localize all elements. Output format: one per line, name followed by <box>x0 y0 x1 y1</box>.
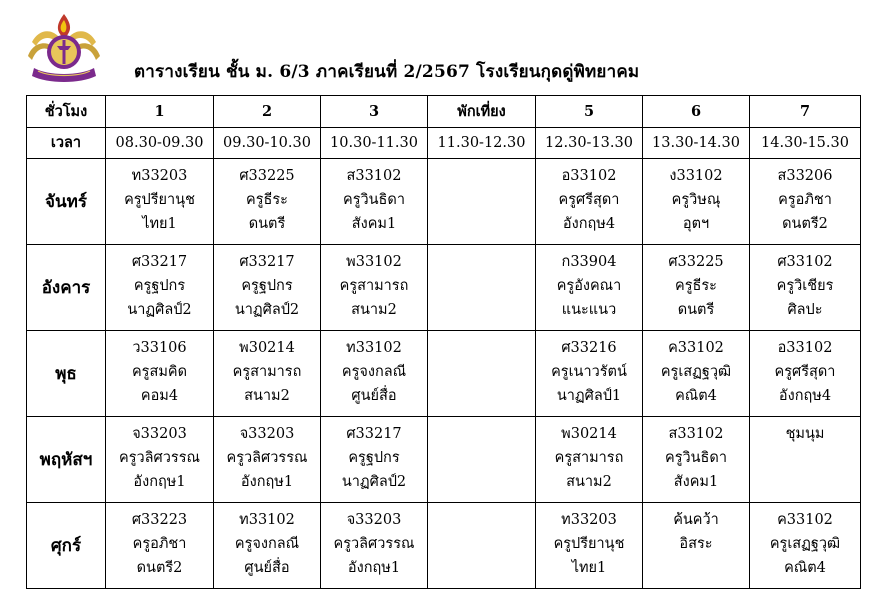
class-cell-line: อ33102 <box>561 168 617 184</box>
class-cell-line: ครูสามารถ <box>554 450 624 466</box>
class-cell <box>106 331 214 417</box>
class-cell-line: ครูอภิชา <box>132 536 187 552</box>
class-cell-line: ครูสามารถ <box>339 278 409 294</box>
class-cell-line: ครูวิษณุ <box>671 192 721 208</box>
class-cell-line: ท33102 <box>239 512 295 528</box>
class-cell <box>428 245 536 331</box>
class-cell-line: นาฏศิลป์2 <box>341 474 407 490</box>
class-cell-line: จ33203 <box>346 512 402 528</box>
class-cell <box>214 159 321 245</box>
class-cell-line: ศ33217 <box>239 254 295 270</box>
class-cell-line: สนาม2 <box>351 302 397 318</box>
class-cell <box>643 331 750 417</box>
class-cell <box>106 245 214 331</box>
class-cell-line: ศูนย์สื่อ <box>244 560 290 576</box>
class-cell-line: ง33102 <box>669 168 723 184</box>
class-cell-line: อิสระ <box>679 536 713 552</box>
class-cell-line: อังกฤษ1 <box>347 560 401 576</box>
class-cell <box>536 331 643 417</box>
class-cell-line: ครูฐปกร <box>133 278 186 294</box>
class-cell-line: จ33203 <box>132 426 187 442</box>
day-name-cell: อังคาร <box>27 245 106 331</box>
class-cell <box>321 417 428 503</box>
period-header-cell: 2 <box>214 96 321 128</box>
class-cell-line: ครูอังคณา <box>556 278 622 294</box>
class-cell-line: ชุมนุม <box>785 426 825 442</box>
class-cell-line: ส33102 <box>668 426 724 442</box>
class-cell-line: ครูวลิศวรรณ <box>119 450 200 466</box>
class-cell-line: ศูนย์สื่อ <box>351 388 397 404</box>
class-cell-line: จ33203 <box>239 426 295 442</box>
period-header-cell: พักเที่ยง <box>428 96 536 128</box>
day-row <box>27 331 861 417</box>
class-cell <box>214 503 321 589</box>
class-cell-line: ครูธีระ <box>675 278 717 294</box>
class-cell-line: ค33102 <box>777 512 833 528</box>
class-cell-line: พ30214 <box>561 426 617 442</box>
class-cell-line: ศ33225 <box>239 168 295 184</box>
class-cell-line: พ33102 <box>346 254 402 270</box>
class-cell-line: ศ33216 <box>561 340 617 356</box>
class-cell-line: ว33106 <box>132 340 187 356</box>
class-cell-line: แนะแนว <box>561 302 617 318</box>
class-cell <box>536 417 643 503</box>
time-cell: 09.30-10.30 <box>214 128 321 159</box>
class-cell-line: ค้นคว้า <box>673 512 719 528</box>
class-cell-line: ครูศรีสุดา <box>774 364 836 380</box>
class-cell-line: ครูปรียานุช <box>124 192 195 208</box>
class-cell-line: ครูปรียานุช <box>553 536 625 552</box>
time-cell: 13.30-14.30 <box>643 128 750 159</box>
class-cell-line: สังคม1 <box>673 474 719 490</box>
time-cell: 10.30-11.30 <box>321 128 428 159</box>
class-cell <box>214 417 321 503</box>
class-cell <box>321 331 428 417</box>
class-cell-line: ครูธีระ <box>246 192 288 208</box>
class-cell <box>321 503 428 589</box>
class-cell <box>428 417 536 503</box>
class-cell-line: ดนตรี <box>248 216 286 232</box>
class-cell <box>536 503 643 589</box>
period-header-cell: 5 <box>536 96 643 128</box>
class-cell-line: ครูสามารถ <box>232 364 302 380</box>
class-cell-line: ครูอภิชา <box>778 192 832 208</box>
class-cell-line: สนาม2 <box>244 388 290 404</box>
time-cell: 08.30-09.30 <box>106 128 214 159</box>
day-name-cell: พุธ <box>27 331 106 417</box>
class-cell-line: ครูจงกลณี <box>341 364 407 380</box>
class-cell-line: ส33206 <box>777 168 833 184</box>
class-cell-line: ศิลปะ <box>787 302 823 318</box>
class-cell <box>750 331 861 417</box>
class-cell-line: พ30214 <box>239 340 295 356</box>
class-cell-line: ค33102 <box>668 340 724 356</box>
class-cell <box>214 245 321 331</box>
class-cell-line: ครูวิเชียร <box>776 278 834 294</box>
class-cell-line: นาฏศิลป์2 <box>127 302 192 318</box>
class-cell-line: ครูศรีสุดา <box>558 192 620 208</box>
class-cell-line: คณิต4 <box>784 560 826 576</box>
day-row <box>27 417 861 503</box>
timetable <box>26 95 861 589</box>
class-cell-line: ดนตรี2 <box>782 216 828 232</box>
class-cell-line: ดนตรี2 <box>136 560 183 576</box>
class-cell-line: ครูฐปกร <box>241 278 293 294</box>
class-cell-line: นาฏศิลป์1 <box>556 388 622 404</box>
class-cell <box>214 331 321 417</box>
class-cell-line: อ33102 <box>777 340 833 356</box>
class-cell-line: ครูจงกลณี <box>234 536 300 552</box>
class-cell-line: ท33203 <box>561 512 617 528</box>
day-row <box>27 245 861 331</box>
time-row <box>27 128 861 159</box>
class-cell-line: สังคม1 <box>351 216 397 232</box>
time-label-cell: เวลา <box>27 128 106 159</box>
class-cell-line: ดนตรี <box>677 302 715 318</box>
class-cell <box>428 159 536 245</box>
class-cell <box>106 159 214 245</box>
class-cell <box>643 417 750 503</box>
time-cell: 14.30-15.30 <box>750 128 861 159</box>
class-cell <box>428 503 536 589</box>
day-name-cell: จันทร์ <box>27 159 106 245</box>
class-cell-line: อังกฤษ4 <box>778 388 832 404</box>
period-header-cell: 1 <box>106 96 214 128</box>
class-cell-line: ศ33223 <box>131 512 188 528</box>
class-cell-line: นาฏศิลป์2 <box>234 302 300 318</box>
class-cell-line: ศ33217 <box>346 426 402 442</box>
class-cell-line: ส33102 <box>346 168 402 184</box>
day-row <box>27 159 861 245</box>
day-row <box>27 503 861 589</box>
class-cell-line: ครูวินธิดา <box>343 192 405 208</box>
class-cell <box>536 159 643 245</box>
class-cell-line: ไทย1 <box>142 216 177 232</box>
period-header-cell: 7 <box>750 96 861 128</box>
class-cell-line: ครูเสฏฐวุฒิ <box>769 536 841 552</box>
time-cell: 12.30-13.30 <box>536 128 643 159</box>
school-emblem-icon <box>24 10 104 88</box>
class-cell-line: อังกฤษ1 <box>133 474 186 490</box>
day-name-cell: พฤหัสฯ <box>27 417 106 503</box>
class-cell-line: ครูสมคิด <box>131 364 187 380</box>
class-cell-line: ครูเสฏฐวุฒิ <box>660 364 732 380</box>
class-cell-line: อังกฤษ4 <box>562 216 616 232</box>
class-cell-line: ศ33102 <box>777 254 833 270</box>
class-cell <box>321 245 428 331</box>
class-cell-line: ก33904 <box>561 254 617 270</box>
class-cell-line: อังกฤษ1 <box>240 474 294 490</box>
class-cell-line: ครูวินธิดา <box>665 450 727 466</box>
class-cell-line: ท33102 <box>346 340 402 356</box>
class-cell-line: ท33203 <box>131 168 188 184</box>
class-cell <box>643 159 750 245</box>
page-title: ตารางเรียน ชั้น ม. 6/3 ภาคเรียนที่ 2/2567 โรงเรียนกุดดู่พิทยาคม <box>134 62 640 82</box>
class-cell-line: ครูวลิศวรรณ <box>333 536 415 552</box>
period-header-cell: 3 <box>321 96 428 128</box>
class-cell <box>428 331 536 417</box>
class-cell <box>643 245 750 331</box>
time-cell: 11.30-12.30 <box>428 128 536 159</box>
class-cell-line: ครูฐปกร <box>348 450 400 466</box>
class-cell <box>750 503 861 589</box>
class-cell <box>750 159 861 245</box>
header-row <box>27 96 861 128</box>
class-cell <box>750 417 861 503</box>
class-cell <box>536 245 643 331</box>
class-cell-line: ครูเนาวรัตน์ <box>551 364 627 380</box>
day-name-cell: ศุกร์ <box>27 503 106 589</box>
class-cell-line: ศ33225 <box>668 254 724 270</box>
class-cell-line: ครูวลิศวรรณ <box>226 450 308 466</box>
class-cell-line: อุตฯ <box>682 216 710 232</box>
class-cell-line: คณิต4 <box>675 388 717 404</box>
class-cell <box>750 245 861 331</box>
period-header-cell: 6 <box>643 96 750 128</box>
period-label-cell: ชั่วโมง <box>27 96 106 128</box>
class-cell-line: สนาม2 <box>566 474 612 490</box>
class-cell <box>106 503 214 589</box>
class-cell-line: ไทย1 <box>571 560 607 576</box>
class-cell <box>106 417 214 503</box>
class-cell-line: คอม4 <box>140 388 179 404</box>
class-cell <box>643 503 750 589</box>
class-cell-line: ศ33217 <box>131 254 188 270</box>
class-cell <box>321 159 428 245</box>
